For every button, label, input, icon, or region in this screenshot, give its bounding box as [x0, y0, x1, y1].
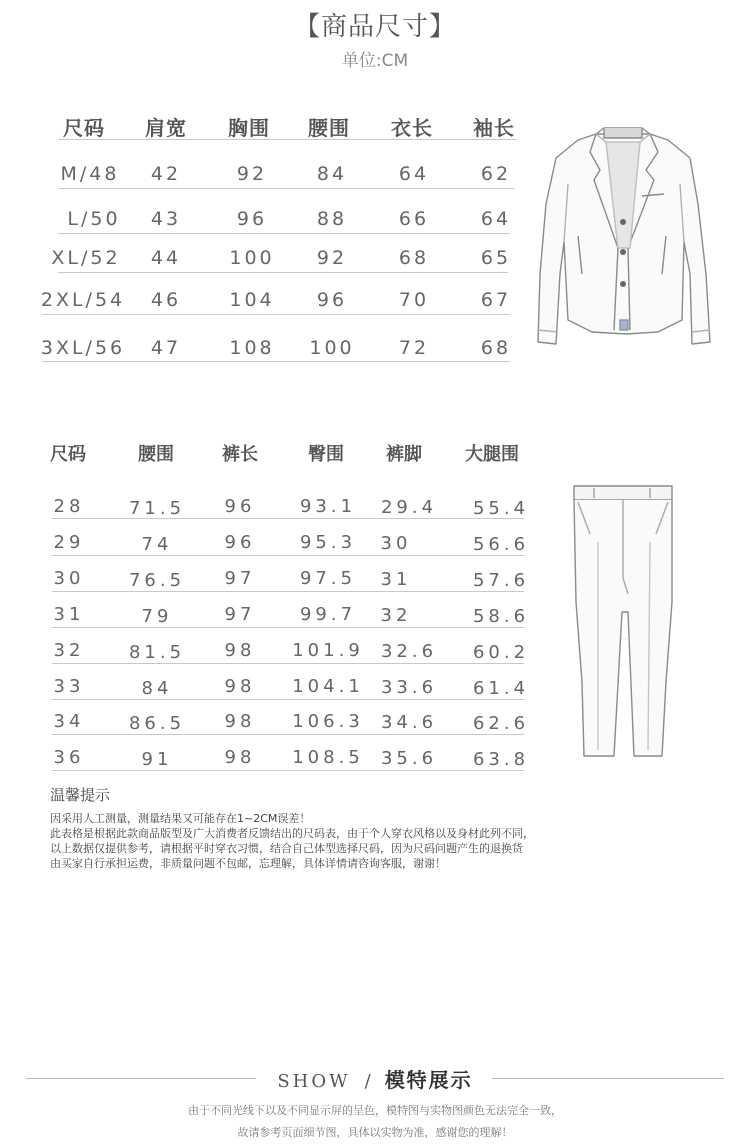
value-cell: 98 — [224, 640, 256, 661]
row-divider — [52, 591, 524, 592]
row-divider — [52, 663, 524, 664]
value-cell: 64 — [480, 208, 512, 230]
row-divider — [52, 699, 524, 700]
jacket-header-size: 尺码 — [63, 116, 105, 140]
value-cell: 65 — [480, 247, 512, 269]
value-cell: 96 — [236, 208, 268, 230]
notes-title: 温馨提示 — [50, 786, 111, 804]
value-cell: 56.6 — [472, 534, 530, 555]
value-cell: 74 — [141, 534, 173, 555]
value-cell: 61.4 — [472, 678, 530, 699]
value-cell: 62 — [480, 163, 512, 185]
jacket-header-chest: 胸围 — [228, 116, 270, 140]
value-cell: 31 — [380, 569, 412, 590]
value-cell: 32 — [380, 605, 412, 626]
value-cell: 63.8 — [472, 749, 530, 770]
value-cell: 57.6 — [472, 570, 530, 591]
value-cell: 42 — [150, 163, 182, 185]
value-cell: 97 — [224, 568, 256, 589]
row-divider — [52, 734, 524, 735]
row-divider — [52, 770, 524, 771]
notes-line: 因采用人工测量，测量结果又可能存在1~2CM误差！ — [50, 812, 311, 825]
value-cell: 92 — [236, 163, 268, 185]
value-cell: 84 — [141, 678, 173, 699]
value-cell: 35.6 — [380, 748, 438, 769]
notes-line: 此表格是根据此款商品版型及广大消费者反馈结出的尺码表，由于个人穿衣风格以及身材此列不同， — [50, 827, 534, 840]
value-cell: 100 — [229, 247, 275, 269]
value-cell: 84 — [316, 163, 348, 185]
value-cell: 43 — [150, 208, 182, 230]
value-cell: 46 — [150, 289, 182, 311]
row-divider — [58, 272, 508, 273]
pants-header-length: 裤长 — [222, 444, 258, 465]
row-divider — [42, 361, 510, 362]
color-disclaimer-line: 由于不同光线下以及不同显示屏的呈色，模特图与实物图颜色无法完全一致， — [188, 1104, 562, 1117]
model-show-heading — [0, 1064, 750, 1094]
suit-jacket-icon — [534, 124, 714, 350]
size-cell: 33 — [53, 676, 85, 697]
trousers-icon — [570, 482, 680, 762]
jacket-header-length: 衣长 — [391, 116, 433, 140]
jacket-header-waist: 腰围 — [308, 116, 350, 140]
value-cell: 30 — [380, 533, 412, 554]
value-cell: 95.3 — [299, 532, 357, 553]
value-cell: 97 — [224, 604, 256, 625]
value-cell: 108.5 — [292, 747, 364, 768]
value-cell: 98 — [224, 747, 256, 768]
value-cell: 100 — [309, 337, 355, 359]
value-cell: 34.6 — [380, 712, 438, 733]
value-cell: 47 — [150, 337, 182, 359]
value-cell: 70 — [398, 289, 430, 311]
value-cell: 86.5 — [128, 713, 186, 734]
value-cell: 81.5 — [128, 642, 186, 663]
value-cell: 62.6 — [472, 713, 530, 734]
show-chinese: 模特展示 — [384, 1068, 473, 1092]
value-cell: 96 — [224, 496, 256, 517]
value-cell: 68 — [480, 337, 512, 359]
unit-label: 单位:CM — [341, 51, 409, 71]
pants-header-hem: 裤脚 — [386, 444, 422, 465]
value-cell: 104.1 — [292, 676, 364, 697]
size-notes — [50, 784, 690, 871]
value-cell: 96 — [316, 289, 348, 311]
value-cell: 71.5 — [128, 498, 186, 519]
value-cell: 88 — [316, 208, 348, 230]
size-cell: 32 — [53, 640, 85, 661]
value-cell: 96 — [224, 532, 256, 553]
value-cell: 108 — [229, 337, 275, 359]
show-english: SHOW — [277, 1071, 351, 1092]
value-cell: 101.9 — [292, 640, 364, 661]
size-cell: 29 — [53, 532, 85, 553]
jacket-header-shoulder: 肩宽 — [145, 116, 187, 140]
value-cell: 106.3 — [292, 711, 364, 732]
size-cell: M/48 — [60, 163, 120, 185]
value-cell: 58.6 — [472, 606, 530, 627]
value-cell: 68 — [398, 247, 430, 269]
value-cell: 32.6 — [380, 641, 438, 662]
value-cell: 44 — [150, 247, 182, 269]
page-title: 【商品尺寸】 — [293, 12, 456, 42]
size-cell: 31 — [53, 604, 85, 625]
size-cell: 34 — [53, 711, 85, 732]
value-cell: 97.5 — [299, 568, 357, 589]
value-cell: 72 — [398, 337, 430, 359]
row-divider — [42, 314, 510, 315]
size-cell: 30 — [53, 568, 85, 589]
value-cell: 79 — [141, 606, 173, 627]
size-cell: XL/52 — [51, 247, 121, 269]
value-cell: 76.5 — [128, 570, 186, 591]
row-divider — [58, 233, 510, 234]
value-cell: 67 — [480, 289, 512, 311]
size-cell: 28 — [53, 496, 85, 517]
divider — [58, 139, 516, 140]
jacket-header-sleeve: 袖长 — [473, 116, 515, 140]
pants-header-waist: 腰围 — [138, 444, 174, 465]
row-divider — [52, 518, 524, 519]
size-cell: L/50 — [67, 208, 121, 230]
value-cell: 93.1 — [299, 496, 357, 517]
value-cell: 98 — [224, 711, 256, 732]
show-separator: / — [364, 1071, 371, 1092]
value-cell: 66 — [398, 208, 430, 230]
row-divider — [52, 627, 524, 628]
color-disclaimer-line: 故请参考页面细节图，具体以实物为准，感谢您的理解！ — [237, 1126, 513, 1139]
notes-line: 由买家自行承担运费，非质量问题不包邮，忘理解，具体详情请咨询客服，谢谢！ — [50, 857, 446, 870]
row-divider — [52, 555, 524, 556]
value-cell: 92 — [316, 247, 348, 269]
pants-header-size: 尺码 — [50, 444, 86, 465]
value-cell: 55.4 — [472, 498, 530, 519]
pants-header-hip: 臀围 — [308, 444, 344, 465]
value-cell: 104 — [229, 289, 275, 311]
value-cell: 64 — [398, 163, 430, 185]
value-cell: 99.7 — [299, 604, 357, 625]
value-cell: 60.2 — [472, 642, 530, 663]
row-divider — [58, 188, 514, 189]
notes-line: 以上数据仅提供参考，请根据平时穿衣习惯，结合自己体型选择尺码，因为尺码问题产生的退换货 — [50, 842, 523, 855]
value-cell: 91 — [141, 749, 173, 770]
size-cell: 3XL/56 — [40, 337, 126, 359]
value-cell: 29.4 — [380, 497, 438, 518]
pants-header-thigh: 大腿围 — [465, 444, 519, 465]
value-cell: 33.6 — [380, 677, 438, 698]
size-cell: 2XL/54 — [40, 289, 126, 311]
value-cell: 98 — [224, 676, 256, 697]
size-cell: 36 — [53, 747, 85, 768]
